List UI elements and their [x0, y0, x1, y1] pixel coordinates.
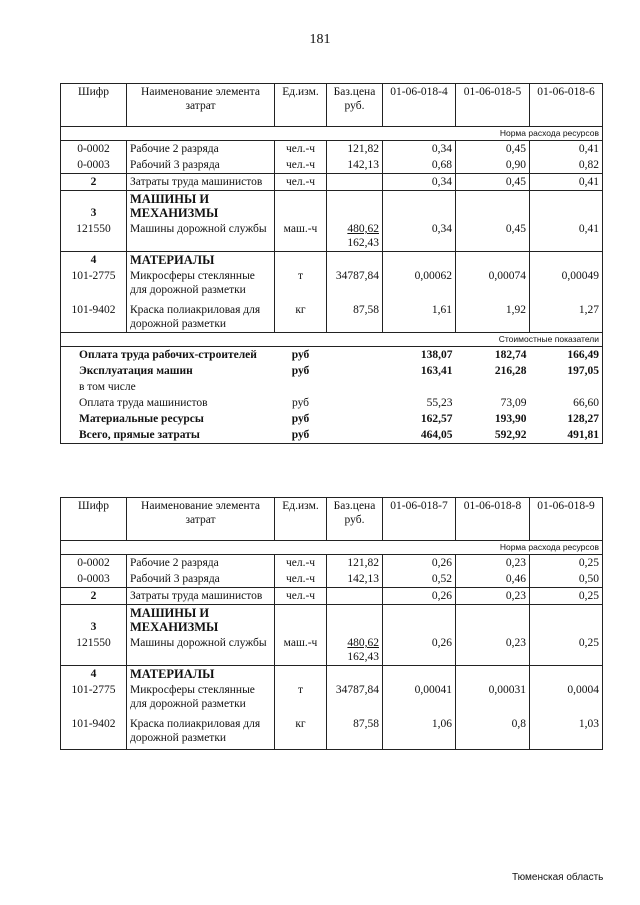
header-col: 01-06-018-9 — [530, 498, 603, 541]
summary-value: 163,41 — [420, 365, 453, 377]
cell-price — [327, 588, 383, 605]
cell-value: 0,00049 — [530, 268, 603, 298]
cell-value: 0,46 — [456, 571, 530, 588]
header-price: Баз.цена руб. — [327, 498, 383, 541]
cell-value: 0,0004 — [530, 682, 603, 712]
cell-value: 1,03 — [530, 712, 603, 750]
cell-name: Краска полиакриловая для дорожной разметки — [127, 298, 275, 333]
summary-label: Оплата труда машинистов — [61, 395, 275, 411]
page-number: 181 — [309, 32, 331, 47]
cell-code: 121550 — [61, 221, 127, 252]
table-row — [61, 588, 603, 605]
cell-value: 0,41 — [530, 174, 603, 191]
price-secondary: 162,43 — [347, 651, 379, 663]
header-unit: Ед.изм. — [275, 84, 327, 127]
cell-price: 142,13 — [327, 571, 383, 588]
section-title: МАТЕРИАЛЫ — [127, 252, 275, 269]
table-row — [61, 174, 603, 191]
cost-label: Стоимостные показатели — [61, 333, 603, 347]
cell-name: Рабочий 3 разряда — [127, 571, 275, 588]
table-header — [61, 498, 603, 541]
norm-label: Норма расхода ресурсов — [61, 127, 603, 141]
summary-row — [61, 427, 603, 444]
summary-unit: руб — [275, 427, 327, 444]
cell-unit: маш.-ч — [275, 635, 327, 666]
cell-value: 0,23 — [456, 588, 530, 605]
cell-code: 3 — [61, 191, 127, 222]
cell-value: 0,26 — [383, 635, 456, 666]
summary-value: 216,28 — [494, 365, 527, 377]
header-name: Наименование элемента затрат — [127, 498, 275, 541]
cell-value: 0,82 — [530, 157, 603, 174]
cell-name: Рабочий 3 разряда — [127, 157, 275, 174]
table-row — [61, 571, 603, 588]
summary-unit: руб — [291, 349, 310, 361]
cell-unit: т — [275, 682, 327, 712]
cell-name: Затраты труда машинистов — [127, 174, 275, 191]
cell-price — [327, 221, 383, 252]
cell-value: 0,25 — [530, 588, 603, 605]
cell-value: 0,41 — [530, 141, 603, 158]
cell-unit: чел.-ч — [275, 588, 327, 605]
cell-code: 0-0002 — [61, 141, 127, 158]
cell-unit: чел.-ч — [275, 157, 327, 174]
cell-price: 121,82 — [327, 141, 383, 158]
cell-value: 0,25 — [530, 555, 603, 572]
cell-code: 4 — [61, 252, 127, 269]
cell-value: 0,26 — [383, 555, 456, 572]
table-row — [61, 555, 603, 572]
section-title: МАШИНЫ И МЕХАНИЗМЫ — [127, 605, 275, 636]
cell-price: 34787,84 — [327, 682, 383, 712]
price-primary: 480,62 — [347, 637, 379, 649]
cell-value: 0,45 — [456, 221, 530, 252]
cell-unit: чел.-ч — [275, 555, 327, 572]
table-row — [61, 666, 603, 683]
summary-label: в том числе — [61, 379, 275, 395]
cell-unit: кг — [275, 712, 327, 750]
summary-unit: руб — [291, 413, 310, 425]
cell-code: 2 — [61, 174, 127, 191]
cell-value: 0,23 — [456, 555, 530, 572]
summary-value: 166,49 — [530, 347, 603, 364]
cell-code: 4 — [61, 666, 127, 683]
cell-value: 0,00041 — [383, 682, 456, 712]
summary-label: Оплата труда рабочих-строителей — [61, 347, 275, 364]
header-code: Шифр — [61, 84, 127, 127]
header-code: Шифр — [61, 498, 127, 541]
header-price: Баз.цена руб. — [327, 84, 383, 127]
cell-code: 0-0003 — [61, 157, 127, 174]
cell-code: 101-9402 — [61, 298, 127, 333]
cell-unit: чел.-ч — [275, 571, 327, 588]
estimate-table-1 — [60, 83, 603, 444]
cell-value: 1,27 — [530, 298, 603, 333]
cell-code: 0-0002 — [61, 555, 127, 572]
header-name: Наименование элемента затрат — [127, 84, 275, 127]
table-row — [61, 191, 603, 222]
cell-value: 0,52 — [383, 571, 456, 588]
cell-unit: чел.-ч — [275, 174, 327, 191]
cell-name: Затраты труда машинистов — [127, 588, 275, 605]
cell-price: 87,58 — [327, 712, 383, 750]
cell-value: 0,00074 — [456, 268, 530, 298]
cell-value: 1,92 — [456, 298, 530, 333]
summary-row — [61, 379, 603, 395]
cell-value: 0,8 — [456, 712, 530, 750]
table-row — [61, 682, 603, 712]
cell-value: 0,34 — [383, 221, 456, 252]
summary-row — [61, 395, 603, 411]
cell-unit: чел.-ч — [275, 141, 327, 158]
header-col: 01-06-018-7 — [383, 498, 456, 541]
norm-label: Норма расхода ресурсов — [61, 541, 603, 555]
summary-row — [61, 363, 603, 379]
cell-code: 101-9402 — [61, 712, 127, 750]
table-row — [61, 252, 603, 269]
cell-name: Машины дорожной службы — [127, 635, 275, 666]
summary-value: 592,92 — [456, 427, 530, 444]
cell-code: 0-0003 — [61, 571, 127, 588]
table-row — [61, 712, 603, 750]
summary-value: 66,60 — [530, 395, 603, 411]
summary-value: 464,05 — [383, 427, 456, 444]
summary-unit: руб — [291, 397, 310, 409]
price-secondary: 162,43 — [347, 237, 379, 249]
section-row — [61, 333, 603, 347]
cell-value: 0,00031 — [456, 682, 530, 712]
cell-name: Рабочие 2 разряда — [127, 555, 275, 572]
cell-name: Краска полиакриловая для дорожной разметки — [127, 712, 275, 750]
cell-code: 3 — [61, 605, 127, 636]
cell-unit: т — [275, 268, 327, 298]
cell-name: Рабочие 2 разряда — [127, 141, 275, 158]
cell-code: 101-2775 — [61, 682, 127, 712]
summary-value: 138,07 — [420, 349, 453, 361]
cell-value: 0,34 — [383, 141, 456, 158]
cell-value: 0,23 — [456, 635, 530, 666]
cell-value: 1,61 — [383, 298, 456, 333]
cell-price: 34787,84 — [327, 268, 383, 298]
cell-value: 0,34 — [383, 174, 456, 191]
section-row — [61, 127, 603, 141]
cell-price — [327, 635, 383, 666]
cell-price — [327, 174, 383, 191]
cell-value: 0,26 — [383, 588, 456, 605]
cell-value: 0,90 — [456, 157, 530, 174]
table-row — [61, 268, 603, 298]
header-col: 01-06-018-5 — [456, 84, 530, 127]
cell-price: 142,13 — [327, 157, 383, 174]
cell-value: 0,41 — [530, 221, 603, 252]
cell-name: Машины дорожной службы — [127, 221, 275, 252]
summary-value: 491,81 — [530, 427, 603, 444]
cell-price: 87,58 — [327, 298, 383, 333]
cell-unit: кг — [275, 298, 327, 333]
table-row — [61, 605, 603, 636]
summary-value: 128,27 — [530, 411, 603, 427]
summary-value: 55,23 — [426, 397, 453, 409]
cell-value: 0,68 — [383, 157, 456, 174]
cell-code: 101-2775 — [61, 268, 127, 298]
summary-row — [61, 411, 603, 427]
table-row — [61, 298, 603, 333]
table-row — [61, 221, 603, 252]
cell-code: 2 — [61, 588, 127, 605]
cell-value: 0,25 — [530, 635, 603, 666]
cell-code: 121550 — [61, 635, 127, 666]
cell-value: 0,45 — [456, 141, 530, 158]
cell-value: 0,45 — [456, 174, 530, 191]
header-unit: Ед.изм. — [275, 498, 327, 541]
summary-value: 182,74 — [494, 349, 527, 361]
header-col: 01-06-018-6 — [530, 84, 603, 127]
footer-region: Тюменская область — [512, 872, 604, 883]
section-title: МАТЕРИАЛЫ — [127, 666, 275, 683]
summary-value: 197,05 — [530, 363, 603, 379]
cell-unit: маш.-ч — [275, 221, 327, 252]
cell-name: Микросферы стеклянные для дорожной разметки — [127, 268, 275, 298]
summary-value: 193,90 — [494, 413, 527, 425]
cell-name: Микросферы стеклянные для дорожной разметки — [127, 682, 275, 712]
summary-value: 73,09 — [500, 397, 527, 409]
section-title: МАШИНЫ И МЕХАНИЗМЫ — [127, 191, 275, 222]
summary-unit: руб — [291, 365, 310, 377]
table-row — [61, 141, 603, 158]
table-header — [61, 84, 603, 127]
summary-value: 162,57 — [420, 413, 453, 425]
header-col: 01-06-018-4 — [383, 84, 456, 127]
summary-row — [61, 347, 603, 364]
cell-value: 1,06 — [383, 712, 456, 750]
price-primary: 480,62 — [347, 223, 379, 235]
estimate-table-2 — [60, 497, 603, 750]
cell-value: 0,50 — [530, 571, 603, 588]
cell-value: 0,00062 — [383, 268, 456, 298]
section-row — [61, 541, 603, 555]
summary-label: Эксплуатация машин — [61, 363, 275, 379]
table-row — [61, 157, 603, 174]
table-row — [61, 635, 603, 666]
summary-label: Всего, прямые затраты — [61, 427, 275, 444]
summary-label: Материальные ресурсы — [61, 411, 275, 427]
header-col: 01-06-018-8 — [456, 498, 530, 541]
cell-price: 121,82 — [327, 555, 383, 572]
